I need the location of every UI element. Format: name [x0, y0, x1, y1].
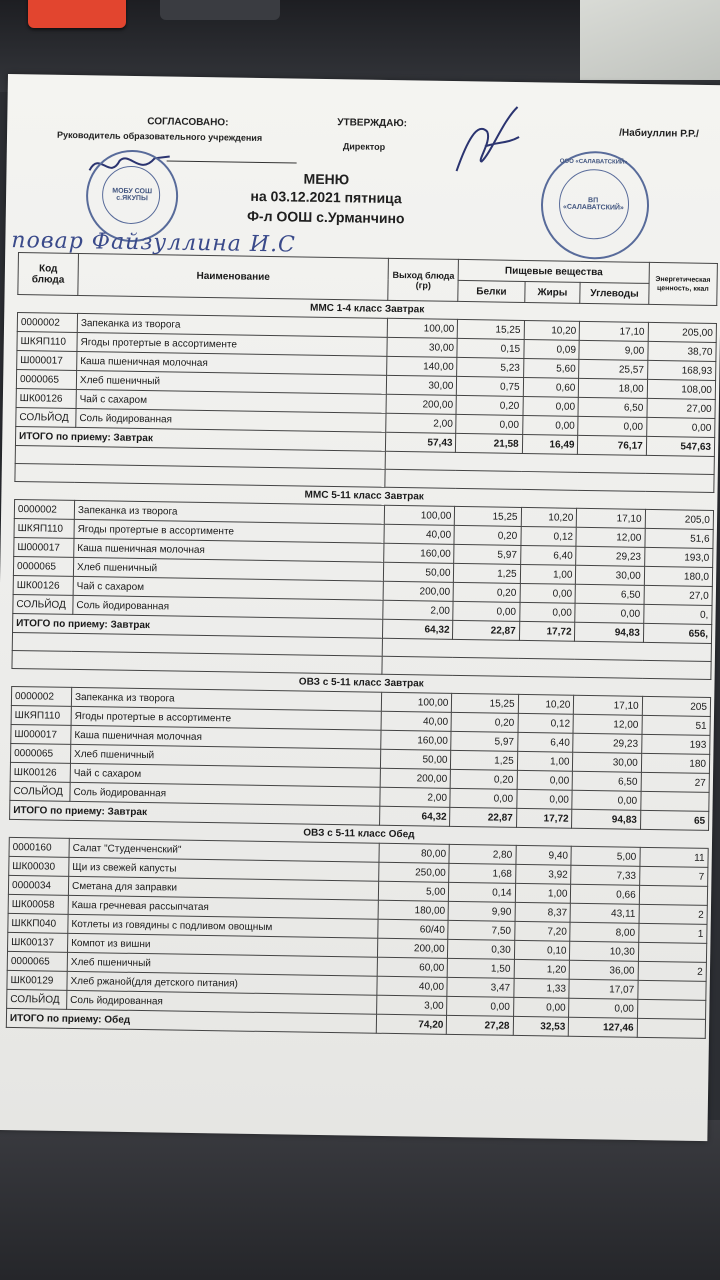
- dish-output: 2,00: [383, 600, 454, 620]
- dish-code: ШКЯП110: [11, 705, 71, 725]
- dish-energy: 51: [642, 715, 711, 735]
- dish-code: ШККП040: [8, 913, 68, 933]
- dish-carbs: 29,23: [576, 546, 645, 566]
- dish-energy: 7: [639, 866, 708, 886]
- section-title: ОВЗ с 5-11 класс Завтрак: [12, 668, 711, 697]
- dish-fat: 7,20: [514, 921, 570, 941]
- dish-code: Ш000017: [17, 350, 77, 370]
- dish-fat: 1,33: [513, 978, 569, 998]
- total-fat: 17,72: [519, 621, 575, 641]
- dish-protein: 7,50: [448, 920, 514, 940]
- approved-label: СОГЛАСОВАНО:: [147, 116, 229, 129]
- approved-role: Руководитель образовательного учреждения: [56, 129, 263, 143]
- total-label: ИТОГО по приему: Обед: [6, 1008, 376, 1033]
- dish-protein: 15,25: [455, 506, 521, 526]
- section-title: ММС 1-4 класс Завтрак: [18, 295, 717, 324]
- dish-energy: 180: [641, 753, 710, 773]
- dish-code: Ш000017: [11, 724, 71, 744]
- dish-name: Хлеб ржаной(для детского питания): [67, 971, 377, 995]
- dish-carbs: 6,50: [573, 771, 642, 791]
- total-fat: 17,72: [516, 808, 572, 828]
- dish-output: 180,00: [378, 900, 449, 920]
- total-carbs: 127,46: [569, 1017, 638, 1037]
- total-carbs: 76,17: [578, 435, 647, 455]
- dish-fat: 5,60: [523, 358, 579, 378]
- total-energy: 656,: [643, 623, 712, 643]
- dish-carbs: 18,00: [579, 378, 648, 398]
- dish-fat: 0,00: [523, 396, 579, 416]
- total-carbs: 94,83: [575, 622, 644, 642]
- total-fat: 32,53: [513, 1016, 569, 1036]
- dish-code: СОЛЬЙОД: [10, 781, 70, 801]
- dish-name: Салат "Студенченский": [69, 838, 379, 862]
- dish-code: 0000065: [16, 369, 76, 389]
- dish-fat: 0,00: [519, 602, 575, 622]
- dish-energy: 27,00: [647, 398, 716, 418]
- company-stamp-ring-text: ООО «САЛАВАТСКИЙ»: [559, 158, 628, 166]
- dish-carbs: 30,00: [576, 565, 645, 585]
- dish-energy: 193,0: [644, 547, 713, 567]
- total-carbs: 94,83: [572, 809, 641, 829]
- dish-fat: 0,10: [514, 940, 570, 960]
- dish-output: 2,00: [386, 413, 457, 433]
- dish-carbs: 17,10: [580, 321, 649, 341]
- dish-output: 60,00: [377, 957, 448, 977]
- dish-name: Ягоды протертые в ассортименте: [77, 332, 387, 356]
- dish-protein: 1,50: [448, 958, 514, 978]
- section-title: ММС 5-11 класс Завтрак: [15, 481, 714, 510]
- desk-background-bottom: [0, 1120, 720, 1280]
- dish-output: 60/40: [378, 919, 449, 939]
- dish-energy: 51,6: [645, 528, 714, 548]
- dish-fat: 0,09: [524, 339, 580, 359]
- dish-protein: 1,25: [454, 563, 520, 583]
- dish-energy: 2: [638, 961, 707, 981]
- calculator-body: [160, 0, 280, 20]
- col-code-header: Код блюда: [18, 253, 79, 296]
- dish-code: 0000002: [17, 313, 77, 333]
- dish-protein: 0,20: [451, 769, 517, 789]
- dish-carbs: 43,11: [570, 903, 639, 923]
- dish-fat: 0,00: [513, 997, 569, 1017]
- dish-energy: [639, 885, 708, 905]
- dish-name: Чай с сахаром: [73, 576, 383, 600]
- dish-carbs: 17,10: [574, 695, 643, 715]
- dish-output: 200,00: [386, 394, 457, 414]
- dish-protein: 0,30: [448, 939, 514, 959]
- dish-name: Соль йодированная: [67, 990, 377, 1014]
- menu-date: на 03.12.2021 пятница: [250, 187, 402, 207]
- dish-carbs: 25,57: [579, 359, 648, 379]
- dish-code: 0000034: [8, 875, 68, 895]
- total-label: ИТОГО по приему: Завтрак: [15, 426, 385, 451]
- dish-energy: 0,00: [646, 417, 715, 437]
- dish-code: ШК00126: [16, 388, 76, 408]
- section-title: ОВЗ с 5-11 класс Обед: [9, 819, 708, 848]
- dish-fat: 8,37: [515, 902, 571, 922]
- dish-protein: 0,20: [456, 395, 522, 415]
- dish-fat: 6,40: [517, 732, 573, 752]
- dish-protein: 5,97: [454, 544, 520, 564]
- dish-code: ШК00126: [10, 762, 70, 782]
- dish-protein: 2,80: [449, 844, 515, 864]
- dish-name: Соль йодированная: [70, 782, 380, 806]
- dish-name: Запеканка из творога: [71, 687, 381, 711]
- dish-code: ШК00126: [13, 575, 73, 595]
- dish-carbs: 29,23: [573, 733, 642, 753]
- dish-carbs: 10,30: [570, 941, 639, 961]
- wall-background: [580, 0, 720, 80]
- dish-code: 0000065: [10, 743, 70, 763]
- dish-output: 5,00: [379, 881, 450, 901]
- dish-name: Запеканка из творога: [74, 500, 384, 524]
- dish-energy: [641, 791, 710, 811]
- dish-energy: 1: [638, 923, 707, 943]
- dish-protein: 1,68: [449, 863, 515, 883]
- dish-name: Щи из свежей капусты: [69, 857, 379, 881]
- dish-fat: 9,40: [516, 845, 572, 865]
- dish-energy: 0,: [643, 604, 712, 624]
- dish-carbs: 17,07: [569, 979, 638, 999]
- dish-energy: 2: [639, 904, 708, 924]
- dish-name: Ягоды протертые в ассортименте: [71, 706, 381, 730]
- dish-energy: [638, 980, 707, 1000]
- dish-name: Запеканка из творога: [77, 313, 387, 337]
- dish-energy: 38,70: [648, 341, 717, 361]
- dish-fat: 1,00: [520, 564, 576, 584]
- dish-code: ШК00137: [8, 932, 68, 952]
- dish-carbs: 9,00: [579, 340, 648, 360]
- director-signature: [446, 101, 527, 182]
- dish-code: 0000160: [9, 837, 69, 857]
- dish-output: 40,00: [384, 524, 455, 544]
- dish-protein: 5,23: [457, 357, 523, 377]
- dish-protein: 5,97: [451, 731, 517, 751]
- dish-carbs: 0,00: [575, 603, 644, 623]
- dish-protein: 0,00: [447, 996, 513, 1016]
- dish-output: 100,00: [387, 318, 458, 338]
- total-output: 57,43: [386, 432, 457, 452]
- dish-name: Хлеб пшеничный: [76, 370, 386, 394]
- dish-fat: 6,40: [520, 545, 576, 565]
- dish-protein: 15,25: [458, 319, 524, 339]
- dish-fat: 0,12: [521, 526, 577, 546]
- dish-protein: 0,75: [457, 376, 523, 396]
- dish-output: 40,00: [377, 976, 448, 996]
- dish-name: Чай с сахаром: [76, 389, 386, 413]
- dish-protein: 3,47: [447, 977, 513, 997]
- dish-code: ШК00058: [8, 894, 68, 914]
- dish-energy: 193: [641, 734, 710, 754]
- total-output: 64,32: [383, 619, 454, 639]
- dish-output: 50,00: [384, 562, 455, 582]
- dish-code: 0000065: [13, 556, 73, 576]
- col-nutrients-header: Пищевые вещества: [459, 259, 650, 283]
- dish-energy: 27: [641, 772, 710, 792]
- col-fat-header: Жиры: [524, 281, 580, 303]
- director-name: /Набиуллин Р.Р./: [619, 127, 699, 140]
- dish-fat: 3,92: [515, 864, 571, 884]
- dish-name: Сметана для заправки: [68, 876, 378, 900]
- dish-energy: 27,0: [644, 585, 713, 605]
- dish-code: 0000002: [11, 686, 71, 706]
- dish-carbs: 0,00: [572, 790, 641, 810]
- col-energy-header: Энергетическая ценность, ккал: [648, 262, 717, 305]
- total-output: 64,32: [380, 806, 451, 826]
- dish-fat: 10,20: [524, 320, 580, 340]
- dish-carbs: 0,66: [571, 884, 640, 904]
- dish-carbs: 8,00: [570, 922, 639, 942]
- dish-protein: 0,00: [456, 414, 522, 434]
- col-carbs-header: Углеводы: [580, 282, 649, 304]
- total-output: 74,20: [376, 1014, 447, 1034]
- dish-name: Каша пшеничная молочная: [71, 725, 381, 749]
- dish-protein: 0,14: [449, 882, 515, 902]
- dish-carbs: 17,10: [577, 508, 646, 528]
- dish-name: Котлеты из говядины с подливом овощным: [68, 914, 378, 938]
- dish-carbs: 12,00: [576, 527, 645, 547]
- dish-carbs: 6,50: [576, 584, 645, 604]
- dish-protein: 0,20: [454, 582, 520, 602]
- total-energy: [637, 1018, 706, 1038]
- dish-code: ШКЯП110: [14, 518, 74, 538]
- total-energy: 65: [640, 810, 709, 830]
- menu-table: [6, 252, 718, 1039]
- dish-name: Ягоды протертые в ассортименте: [74, 519, 384, 543]
- dish-fat: 1,00: [517, 751, 573, 771]
- total-label: ИТОГО по приему: Завтрак: [10, 800, 380, 825]
- dish-carbs: 6,50: [578, 397, 647, 417]
- dish-fat: 1,20: [514, 959, 570, 979]
- dish-fat: 1,00: [515, 883, 571, 903]
- dish-name: Каша пшеничная молочная: [77, 351, 387, 375]
- dish-output: 30,00: [387, 337, 458, 357]
- dish-code: СОЛЬЙОД: [7, 989, 67, 1009]
- col-protein-header: Белки: [458, 280, 524, 302]
- dish-output: 40,00: [381, 711, 452, 731]
- col-name-header: Наименование: [78, 253, 389, 300]
- dish-carbs: 12,00: [573, 714, 642, 734]
- menu-title: МЕНЮ: [303, 170, 350, 188]
- dish-fat: 0,00: [522, 415, 578, 435]
- dish-output: 160,00: [381, 730, 452, 750]
- dish-output: 80,00: [379, 843, 450, 863]
- dish-name: Компот из вишни: [67, 933, 377, 957]
- company-stamp-center-text: ВП «САЛАВАТСКИЙ»: [562, 197, 624, 212]
- dish-output: 200,00: [380, 768, 451, 788]
- total-protein: 21,58: [456, 433, 522, 453]
- total-protein: 22,87: [453, 620, 519, 640]
- dish-protein: 0,15: [457, 338, 523, 358]
- dish-protein: 1,25: [451, 750, 517, 770]
- dish-output: 30,00: [386, 375, 457, 395]
- col-output-header: Выход блюда (гр): [388, 258, 459, 301]
- dish-protein: 9,90: [449, 901, 515, 921]
- dish-protein: 0,20: [454, 525, 520, 545]
- dish-output: 2,00: [380, 787, 451, 807]
- dish-name: Соль йодированная: [73, 595, 383, 619]
- dish-output: 200,00: [378, 938, 449, 958]
- dish-protein: 0,20: [451, 712, 517, 732]
- dish-carbs: 30,00: [573, 752, 642, 772]
- dish-name: Хлеб пшеничный: [67, 952, 377, 976]
- dish-code: Ш000017: [14, 537, 74, 557]
- dish-code: ШК00129: [7, 970, 67, 990]
- school-stamp-text: МОБУ СОШ с.ЯКУПЫ: [112, 187, 153, 203]
- dish-output: 200,00: [383, 581, 454, 601]
- dish-fat: 0,00: [516, 789, 572, 809]
- total-energy: 547,63: [646, 436, 715, 456]
- dish-fat: 0,00: [517, 770, 573, 790]
- dish-name: Соль йодированная: [76, 408, 386, 432]
- dish-code: СОЛЬЙОД: [13, 594, 73, 614]
- total-label: ИТОГО по приему: Завтрак: [13, 613, 383, 638]
- dish-fat: 0,00: [520, 583, 576, 603]
- dish-output: 140,00: [387, 356, 458, 376]
- calculator-key: [28, 0, 126, 28]
- dish-carbs: 7,33: [571, 865, 640, 885]
- dish-name: Хлеб пшеничный: [70, 744, 380, 768]
- cook-handwritten-note: повар Файзуллина И.С: [11, 228, 297, 258]
- dish-fat: 0,12: [518, 713, 574, 733]
- dish-output: 250,00: [379, 862, 450, 882]
- dish-carbs: 5,00: [571, 846, 640, 866]
- dish-name: Каша пшеничная молочная: [74, 538, 384, 562]
- confirm-label: УТВЕРЖДАЮ:: [337, 117, 408, 130]
- dish-code: 0000065: [7, 951, 67, 971]
- total-protein: 22,87: [450, 807, 516, 827]
- dish-output: 160,00: [384, 543, 455, 563]
- dish-name: Каша гречневая рассыпчатая: [68, 895, 378, 919]
- dish-energy: 205: [642, 696, 711, 716]
- dish-energy: 205,0: [645, 509, 714, 529]
- dish-energy: [637, 999, 706, 1019]
- dish-code: СОЛЬЙОД: [16, 407, 76, 427]
- dish-energy: 108,00: [647, 379, 716, 399]
- dish-energy: 180,0: [644, 566, 713, 586]
- dish-output: 100,00: [384, 505, 455, 525]
- dish-energy: [638, 942, 707, 962]
- dish-protein: 0,00: [453, 601, 519, 621]
- dish-energy: 11: [640, 847, 709, 867]
- dish-energy: 205,00: [648, 322, 717, 342]
- dish-output: 100,00: [381, 692, 452, 712]
- dish-protein: 15,25: [452, 693, 518, 713]
- total-protein: 27,28: [447, 1015, 513, 1035]
- dish-protein: 0,00: [450, 788, 516, 808]
- director-label: Директор: [342, 141, 386, 152]
- dish-energy: 168,93: [647, 360, 716, 380]
- dish-carbs: 0,00: [569, 998, 638, 1018]
- dish-name: Чай с сахаром: [70, 763, 380, 787]
- total-fat: 16,49: [522, 434, 578, 454]
- signature-line: [167, 161, 297, 164]
- menu-school: Ф-л ООШ с.Урманчино: [246, 207, 405, 227]
- dish-code: ШКЯП110: [17, 331, 77, 351]
- dish-carbs: 36,00: [570, 960, 639, 980]
- dish-code: ШК00030: [9, 856, 69, 876]
- dish-code: 0000002: [14, 499, 74, 519]
- dish-fat: 0,60: [523, 377, 579, 397]
- dish-output: 50,00: [381, 749, 452, 769]
- dish-output: 3,00: [377, 995, 448, 1015]
- dish-carbs: 0,00: [578, 416, 647, 436]
- dish-fat: 10,20: [518, 694, 574, 714]
- dish-fat: 10,20: [521, 507, 577, 527]
- dish-name: Хлеб пшеничный: [73, 557, 383, 581]
